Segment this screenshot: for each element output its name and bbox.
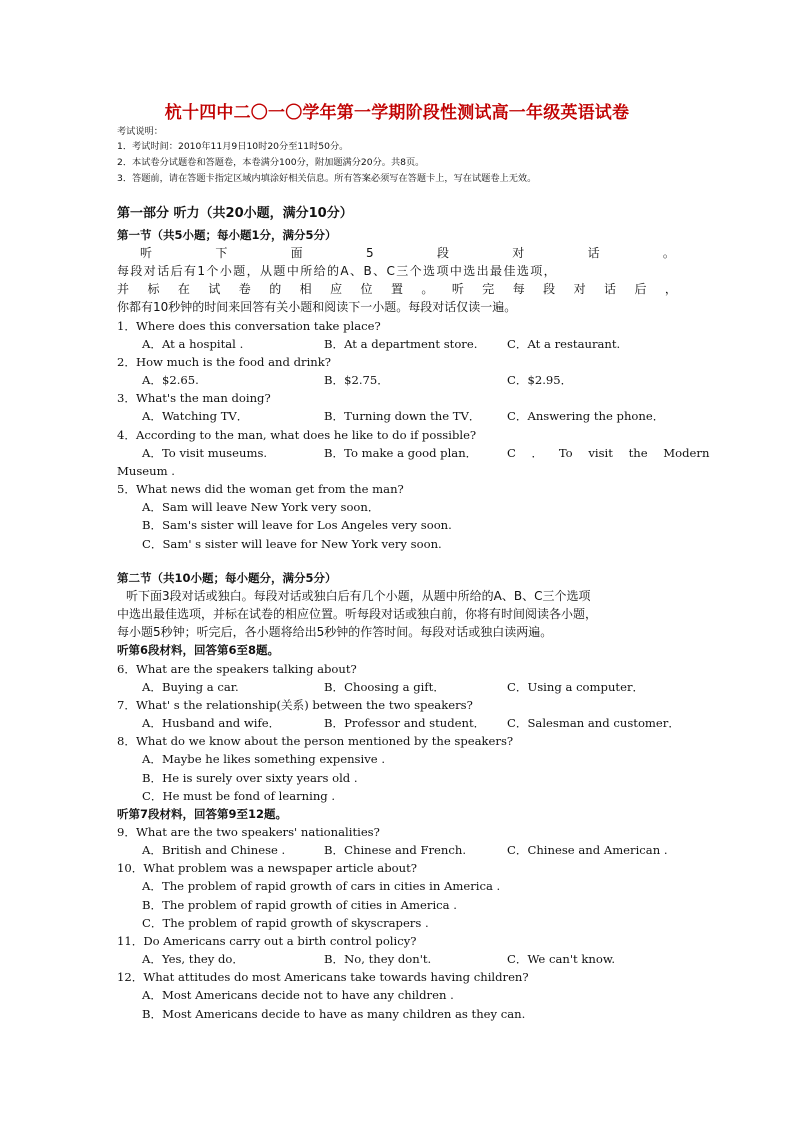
section2-intro-line3: 每小题5秒钟；听完后，各小题将给出5秒钟的作答时间。每段对话或独白读两遍。 xyxy=(117,625,553,639)
option-a: A．Husband and wife． xyxy=(142,716,281,730)
option-a: A．Buying a car. xyxy=(142,680,239,694)
instructions-heading: 考试说明： xyxy=(117,126,163,137)
intro-char: 5 xyxy=(365,246,374,260)
intro-char: 段 xyxy=(543,282,556,296)
instruction-item: 1．考试时间：2010年11月9日10时20分至11时50分。 xyxy=(117,141,349,152)
question-stem: 10．What problem was a newspaper article about? xyxy=(117,861,417,875)
question-stem: 11．Do Americans carry out a birth control policy? xyxy=(117,934,417,948)
section1-intro-line4: 你都有10秒钟的时间来回答有关小题和阅读下一小题。每段对话仅读一遍。 xyxy=(117,300,517,314)
option-c: C．Chinese and American . xyxy=(507,843,668,857)
option-a: A．The problem of rapid growth of cars in cities in America . xyxy=(142,879,501,893)
option-b: B．To make a good plan． xyxy=(324,446,478,460)
question-stem: 4．According to the man, what does he like to do if possible? xyxy=(117,428,477,442)
intro-char: 完 xyxy=(482,282,495,296)
intro-char: 试 xyxy=(208,282,221,296)
section1-intro-line2: 每段对话后有1个小题，从题中所给的A、B、C三个选项中选出最佳选项， xyxy=(117,264,558,278)
part1-heading: 第一部分 听力（共20小题，满分10分） xyxy=(117,206,353,221)
intro-char: 每 xyxy=(512,282,525,296)
question-stem: 5．What news did the woman get from the man? xyxy=(117,482,404,496)
option-b: B．He is surely over sixty years old . xyxy=(142,771,358,785)
option-a: A．To visit museums. xyxy=(142,446,268,460)
intro-char: 对 xyxy=(573,282,586,296)
option-b: B．Sam's sister will leave for Los Angeles very soon. xyxy=(142,518,452,532)
option-c: C．Answering the phone． xyxy=(507,409,665,423)
section1-intro-line1 xyxy=(140,246,675,261)
section2-intro-line1: 听下面3段对话或独白。每段对话或独白后有几个小题，从题中所给的A、B、C三个选项 xyxy=(126,589,591,603)
intro-char: 听 xyxy=(140,246,153,260)
intro-char: ， xyxy=(664,282,677,296)
option-c: C．Sam' s sister will leave for New York very soon. xyxy=(142,537,442,551)
option-b: B．The problem of rapid growth of cities in America . xyxy=(142,898,457,912)
question-stem: 2．How much is the food and drink? xyxy=(117,355,332,369)
section1-heading: 第一节（共5小题；每小题1分，满分5分） xyxy=(117,228,337,242)
question-stem: 12．What attitudes do most Americans take towards having children? xyxy=(117,970,529,984)
intro-char: 话 xyxy=(604,282,617,296)
intro-char: 并 xyxy=(117,282,130,296)
option-b: B．$2.75． xyxy=(324,373,389,387)
section2-heading: 第二节（共10小题；每小题分，满分5分） xyxy=(117,571,337,585)
option-c: C．At a restaurant. xyxy=(507,337,621,351)
option-b: B．No, they don't. xyxy=(324,952,432,966)
intro-char: 卷 xyxy=(238,282,251,296)
option-b: B．Most Americans decide to have as many children as they can. xyxy=(142,1007,526,1021)
option-b: B．Professor and student． xyxy=(324,716,486,730)
option-c: C．The problem of rapid growth of skyscrapers . xyxy=(142,916,429,930)
option-a: A．British and Chinese . xyxy=(142,843,286,857)
option-c: C ． To visit the Modern xyxy=(507,446,710,460)
option-c-continued: Museum . xyxy=(117,464,175,478)
option-a: A．Most Americans decide not to have any children . xyxy=(142,988,454,1002)
option-a: A．Watching TV． xyxy=(142,409,249,423)
option-a: A．Maybe he likes something expensive . xyxy=(142,752,385,766)
intro-char: 下 xyxy=(215,246,228,260)
option-c: C．We can't know. xyxy=(507,952,616,966)
option-c: C．$2.95． xyxy=(507,373,573,387)
intro-char: 的 xyxy=(269,282,282,296)
option-c: C．He must be fond of learning . xyxy=(142,789,336,803)
intro-char: 话 xyxy=(587,246,600,260)
intro-char: 在 xyxy=(177,282,190,296)
intro-char: 对 xyxy=(512,246,525,260)
option-c: C．Using a computer． xyxy=(507,680,645,694)
intro-char: 听 xyxy=(451,282,464,296)
intro-char: 应 xyxy=(330,282,343,296)
instruction-item: 2．本试卷分试题卷和答题卷，本卷满分100分，附加题满分20分。共8页。 xyxy=(117,157,425,168)
option-a: A．$2.65. xyxy=(142,373,199,387)
question-stem: 7．What' s the relationship(关系) between the two speakers? xyxy=(117,698,473,712)
instruction-item: 3．答题前，请在答题卡指定区域内填涂好相关信息。所有答案必须写在答题卡上，写在试题卷上无效。 xyxy=(117,173,537,184)
intro-char: 置 xyxy=(390,282,403,296)
option-b: B．Choosing a gift． xyxy=(324,680,445,694)
option-a: A．Yes, they do． xyxy=(142,952,245,966)
intro-char: 相 xyxy=(299,282,312,296)
intro-char: 。 xyxy=(662,246,675,260)
intro-char: 段 xyxy=(436,246,449,260)
intro-char: 。 xyxy=(421,282,434,296)
intro-char: 位 xyxy=(360,282,373,296)
option-a: A．At a hospital . xyxy=(142,337,244,351)
exam-title: 杭十四中二〇一〇学年第一学期阶段性测试高一年级英语试卷 xyxy=(164,103,630,123)
question-stem: 8．What do we know about the person mentioned by the speakers? xyxy=(117,734,514,748)
option-c: C．Salesman and customer． xyxy=(507,716,680,730)
question-stem: 1．Where does this conversation take place? xyxy=(117,319,381,333)
option-a: A．Sam will leave New York very soon． xyxy=(142,500,380,514)
option-b: B．Chinese and French. xyxy=(324,843,467,857)
intro-char: 面 xyxy=(290,246,303,260)
question-stem: 3．What's the man doing? xyxy=(117,391,271,405)
section1-intro-line3 xyxy=(117,282,677,297)
material7-heading: 听第7段材料，回答第9至12题。 xyxy=(117,807,288,821)
material6-heading: 听第6段材料，回答第6至8题。 xyxy=(117,643,280,657)
option-b: B．At a department store. xyxy=(324,337,478,351)
section2-intro-line2: 中选出最佳选项，并标在试卷的相应位置。听每段对话或独白前，你将有时间阅读各小题， xyxy=(117,607,598,621)
question-stem: 9．What are the two speakers' nationalities? xyxy=(117,825,380,839)
option-b: B．Turning down the TV． xyxy=(324,409,481,423)
intro-char: 后 xyxy=(634,282,647,296)
intro-char: 标 xyxy=(147,282,160,296)
question-stem: 6．What are the speakers talking about? xyxy=(117,662,357,676)
